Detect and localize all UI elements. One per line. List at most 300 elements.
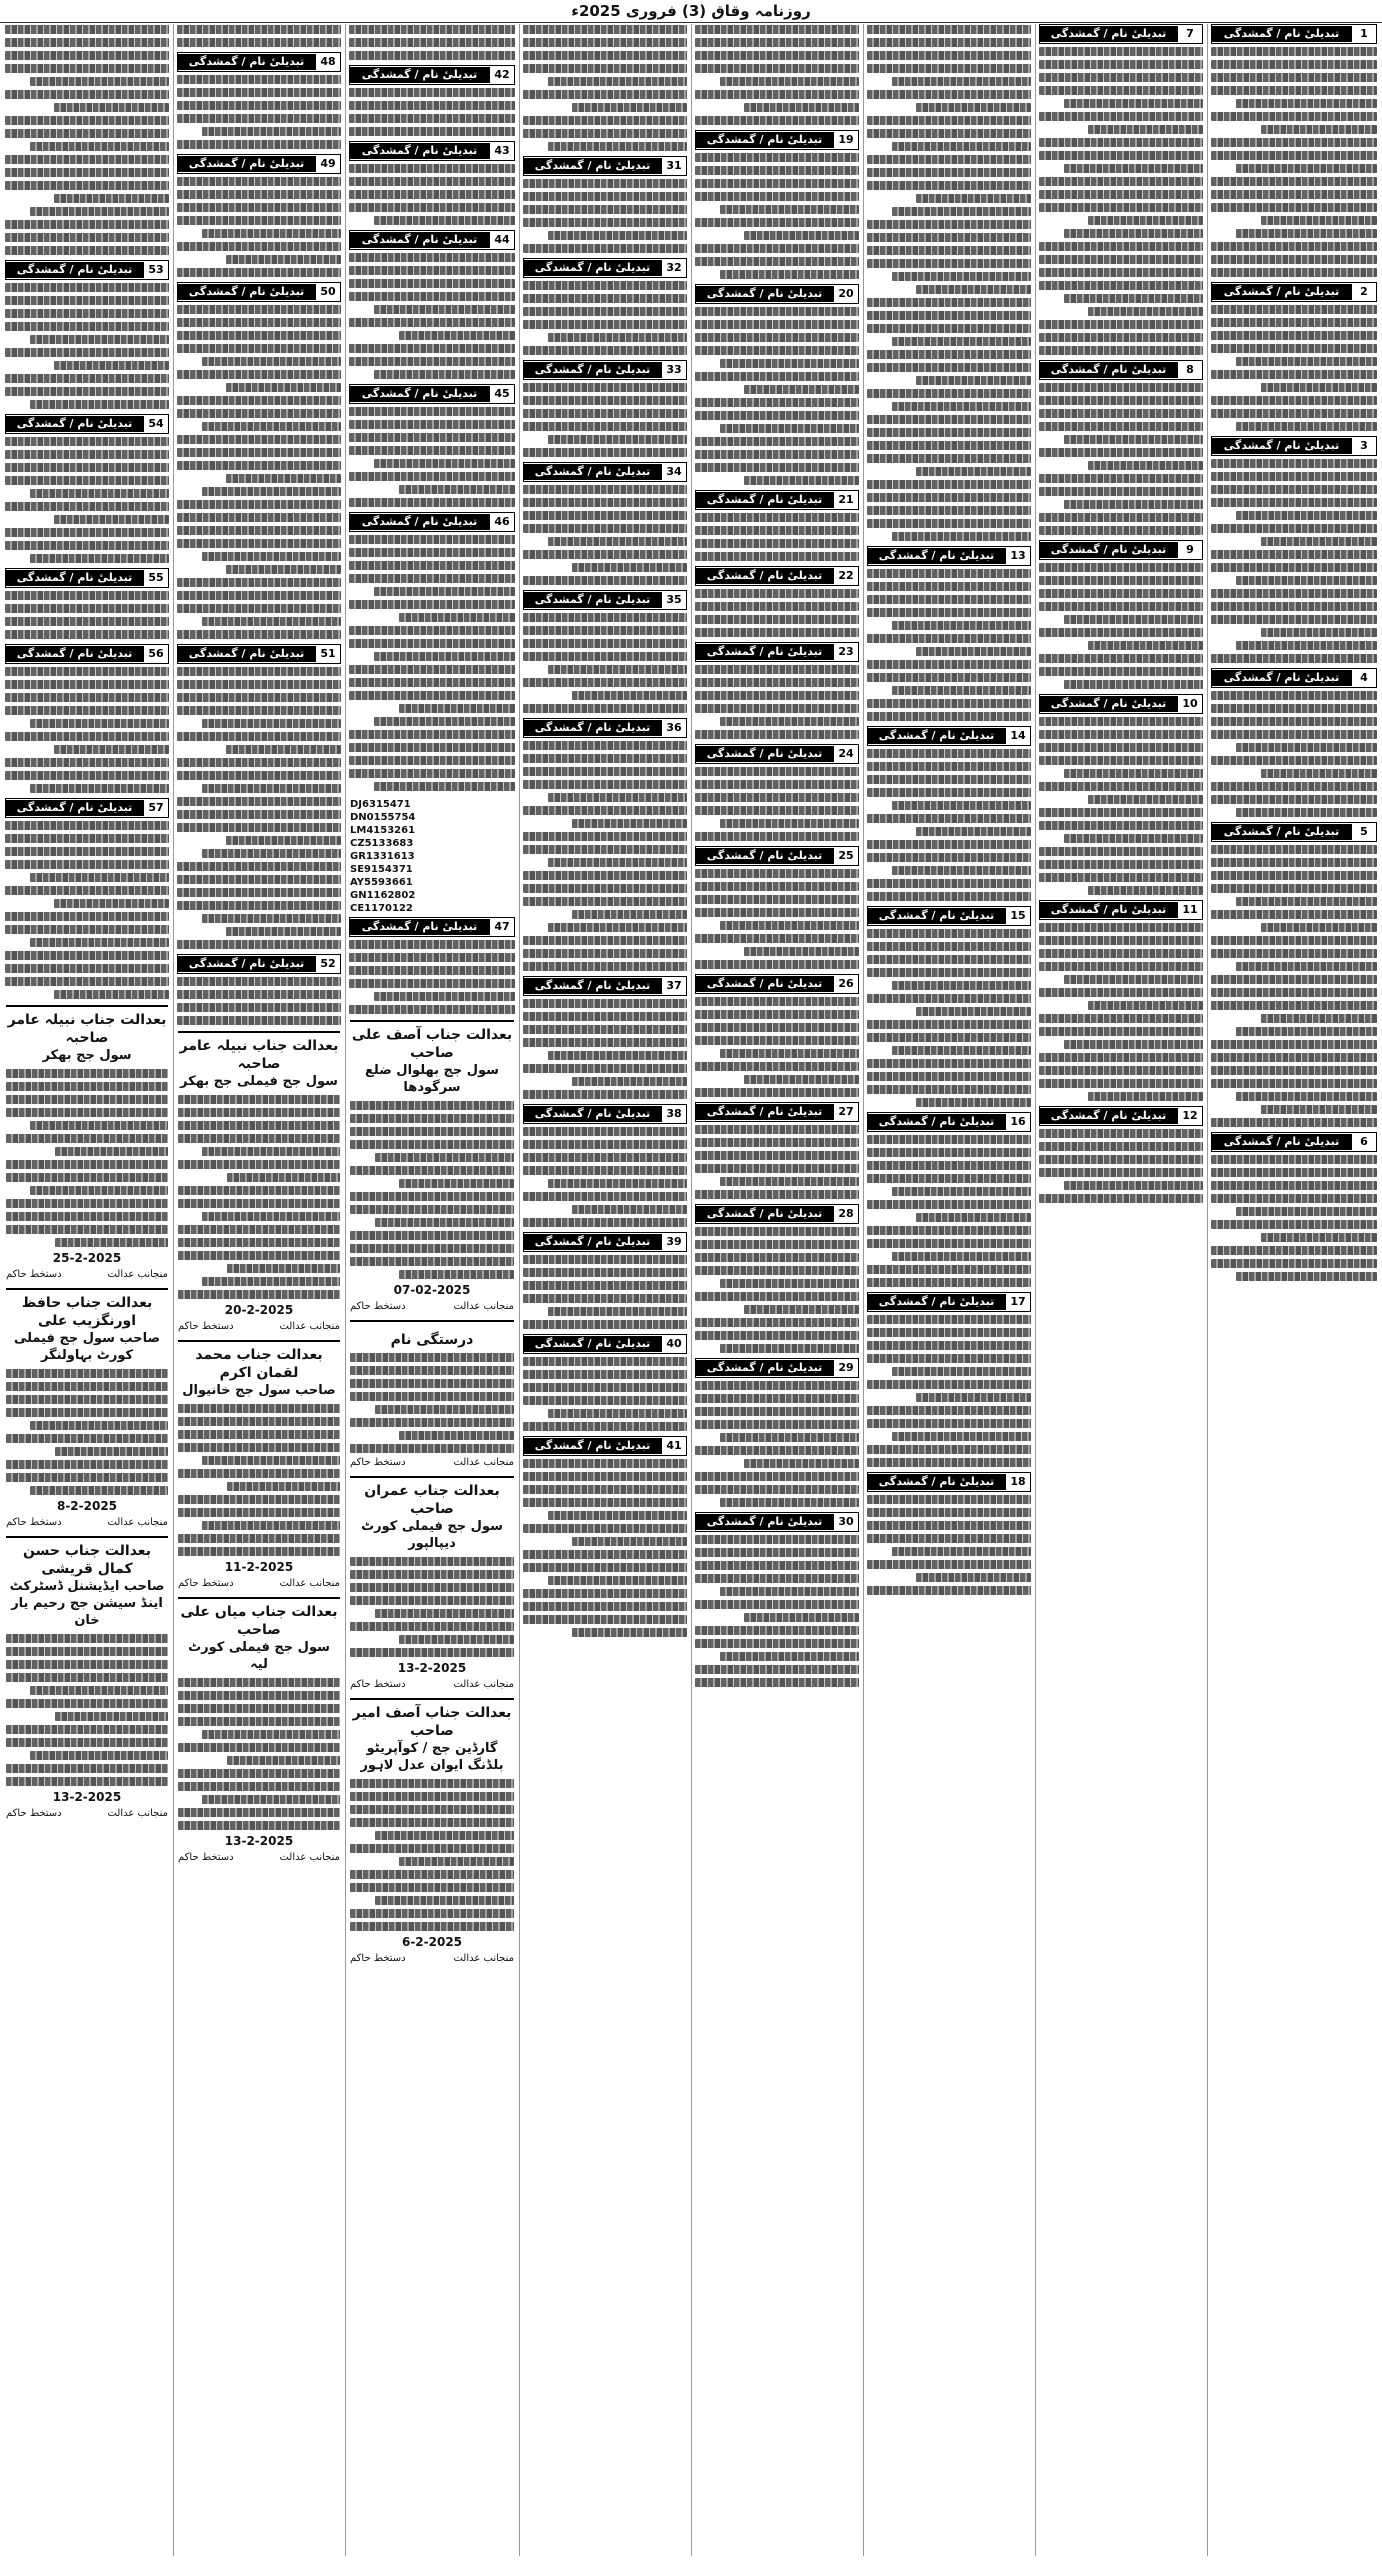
text-line	[177, 875, 341, 884]
text-line	[695, 244, 859, 253]
text-line	[523, 1255, 687, 1264]
text-line	[695, 1240, 859, 1249]
text-line	[523, 1192, 687, 1201]
text-line	[54, 103, 169, 112]
text-line	[695, 767, 859, 776]
text-line	[177, 706, 341, 715]
text-line	[177, 203, 341, 212]
text-line	[5, 322, 169, 331]
text-line	[523, 1485, 687, 1494]
notice-header	[177, 282, 341, 302]
text-line	[523, 409, 687, 418]
text-lines	[177, 24, 341, 47]
text-line	[1039, 873, 1203, 882]
text-line	[867, 168, 1031, 177]
text-line	[548, 1511, 687, 1520]
text-lines	[867, 1134, 1031, 1287]
text-line	[695, 1561, 859, 1570]
text-line	[523, 1422, 687, 1431]
text-line	[1261, 216, 1377, 225]
notice-header	[523, 1104, 687, 1124]
court-subtitle: صاحب سول جج خانیوال	[182, 1383, 336, 1398]
text-line	[350, 1192, 514, 1201]
text-line	[1211, 756, 1377, 765]
notice-label: تبدیلیٔ نام / گمشدگی	[524, 1234, 661, 1250]
hearing-date: 11-2-2025	[224, 1560, 294, 1574]
text-line	[523, 1589, 687, 1598]
text-line	[523, 1218, 687, 1227]
text-line	[695, 1125, 859, 1134]
notice-number: 53	[143, 262, 168, 278]
notice-label: تبدیلیٔ نام / گمشدگی	[524, 158, 661, 174]
classified-notice	[5, 644, 169, 793]
text-lines	[523, 998, 687, 1099]
text-line	[744, 103, 859, 112]
text-line	[867, 660, 1031, 669]
text-line	[349, 940, 515, 949]
text-line	[744, 1305, 859, 1314]
signature-right: دستخط حاکم	[178, 1852, 234, 1863]
text-line	[695, 665, 859, 674]
text-line	[6, 1369, 168, 1378]
text-lines	[523, 382, 687, 457]
text-line	[916, 827, 1031, 836]
text-line	[227, 1482, 340, 1491]
text-line	[695, 153, 859, 162]
text-lines	[5, 590, 169, 639]
text-line	[1039, 860, 1203, 869]
text-line	[892, 801, 1031, 810]
text-line	[1211, 845, 1377, 854]
text-line	[867, 968, 1031, 977]
text-line	[177, 114, 341, 123]
notice-number: 29	[833, 1360, 858, 1376]
signature-right: دستخط حاکم	[178, 1578, 234, 1589]
passport-id-list	[346, 796, 518, 917]
text-line	[1211, 975, 1377, 984]
text-line	[695, 1472, 859, 1481]
text-line	[867, 608, 1031, 617]
text-line	[374, 652, 515, 661]
text-lines	[178, 1677, 340, 1830]
text-line	[867, 155, 1031, 164]
text-line	[695, 704, 859, 713]
text-line	[399, 613, 515, 622]
text-line	[1211, 86, 1377, 95]
text-line	[523, 936, 687, 945]
text-line	[349, 639, 515, 648]
text-line	[720, 359, 859, 368]
text-lines	[695, 152, 859, 279]
text-lines	[178, 1094, 340, 1299]
text-line	[177, 732, 341, 741]
text-line	[1261, 769, 1377, 778]
text-line	[6, 1647, 168, 1656]
text-line	[523, 832, 687, 841]
text-line	[695, 678, 859, 687]
text-line	[892, 1187, 1031, 1196]
text-line	[892, 532, 1031, 541]
text-line	[6, 1634, 168, 1643]
text-line	[867, 814, 1031, 823]
notice-label: تبدیلیٔ نام / گمشدگی	[696, 746, 833, 762]
text-line	[1236, 576, 1377, 585]
text-line	[1211, 858, 1377, 867]
text-line	[1039, 1053, 1203, 1062]
text-line	[695, 1639, 859, 1648]
text-line	[1261, 628, 1377, 637]
classified-notice	[349, 141, 515, 225]
text-line	[5, 309, 169, 318]
text-line	[695, 730, 859, 739]
text-line	[374, 782, 515, 791]
text-line	[5, 38, 169, 47]
text-line	[695, 1292, 859, 1301]
classified-notice	[695, 846, 859, 969]
text-line	[867, 1508, 1031, 1517]
notice-number: 56	[143, 646, 168, 662]
text-line	[350, 1379, 514, 1388]
notice-label: تبدیلیٔ نام / گمشدگی	[178, 284, 315, 300]
text-line	[177, 1003, 341, 1012]
classified-notice	[523, 258, 687, 355]
classified-notice	[695, 284, 859, 485]
text-line	[349, 1005, 515, 1014]
text-line	[523, 346, 687, 355]
text-line	[1211, 151, 1377, 160]
notice-header	[867, 1112, 1031, 1132]
column	[692, 24, 862, 2556]
text-line	[744, 476, 859, 485]
text-line	[1039, 255, 1203, 264]
text-line	[350, 1883, 514, 1892]
notice-number: 30	[833, 1514, 858, 1530]
text-line	[177, 771, 341, 780]
text-line	[572, 1537, 687, 1546]
text-line	[1261, 1105, 1377, 1114]
text-line	[178, 1821, 340, 1830]
text-line	[1039, 320, 1203, 329]
text-line	[720, 1587, 859, 1596]
text-lines	[177, 304, 341, 639]
text-lines	[695, 766, 859, 841]
court-subtitle: سول جج فیملی کورٹ دیپالپور	[361, 1519, 503, 1551]
text-line	[720, 1498, 859, 1507]
text-line	[548, 231, 687, 240]
text-line	[867, 762, 1031, 771]
text-line	[1211, 268, 1377, 277]
text-line	[1064, 615, 1203, 624]
text-lines	[350, 1100, 514, 1279]
notice-label: تبدیلیٔ نام / گمشدگی	[350, 143, 489, 159]
text-line	[523, 1459, 687, 1468]
text-line	[695, 1036, 859, 1045]
text-line	[523, 1153, 687, 1162]
classified-notice	[695, 130, 859, 279]
notice-label: تبدیلیٔ نام / گمشدگی	[696, 1360, 833, 1376]
text-line	[350, 1818, 514, 1827]
court-notice	[350, 1020, 514, 1312]
passport-id: CZ5133683	[350, 838, 414, 849]
text-lines	[350, 1352, 514, 1453]
text-line	[695, 1394, 859, 1403]
text-line	[6, 1764, 168, 1773]
text-line	[177, 242, 341, 251]
text-line	[178, 1443, 340, 1452]
text-lines	[695, 1124, 859, 1199]
text-line	[1211, 782, 1377, 791]
text-line	[867, 38, 1031, 47]
text-lines	[1039, 382, 1203, 535]
text-line	[178, 1108, 340, 1117]
text-line	[5, 821, 169, 830]
classified-notice	[695, 1358, 859, 1507]
text-line	[523, 1396, 687, 1405]
court-title: بعدالت جناب نبیلہ عامر صاحبہ	[7, 1012, 167, 1046]
column-rule	[1207, 24, 1208, 2556]
text-line	[1088, 125, 1203, 134]
text-line	[177, 578, 341, 587]
notice-label: تبدیلیٔ نام / گمشدگی	[178, 156, 315, 172]
text-line	[867, 1458, 1031, 1467]
notice-header	[695, 1358, 859, 1378]
notice-number: 13	[1005, 548, 1030, 564]
classified-notice	[1211, 282, 1377, 431]
text-line	[867, 1239, 1031, 1248]
text-line	[1039, 576, 1203, 585]
text-line	[5, 116, 169, 125]
text-line	[350, 1909, 514, 1918]
notice-header	[867, 546, 1031, 566]
text-line	[1211, 177, 1377, 186]
text-line	[1088, 795, 1203, 804]
notice-number: 37	[661, 978, 686, 994]
signature-left: منجانب عدالت	[279, 1321, 340, 1332]
signature-row	[350, 1457, 514, 1468]
text-line	[744, 1075, 859, 1084]
text-line	[695, 463, 859, 472]
text-line	[350, 1870, 514, 1879]
notice-header	[177, 644, 341, 664]
notice-label: تبدیلیٔ نام / گمشدگی	[696, 568, 833, 584]
text-line	[6, 1777, 168, 1786]
text-line	[399, 704, 515, 713]
passport-id: DN0155754	[350, 812, 416, 823]
classified-notice	[177, 644, 341, 949]
text-line	[5, 541, 169, 550]
text-line	[1211, 615, 1377, 624]
text-lines	[177, 666, 341, 949]
text-lines	[349, 406, 515, 507]
text-line	[867, 1315, 1031, 1324]
text-line	[54, 745, 169, 754]
text-line	[1039, 962, 1203, 971]
text-line	[523, 38, 687, 47]
text-line	[695, 997, 859, 1006]
text-line	[523, 897, 687, 906]
notice-header	[1211, 282, 1377, 302]
notice-number: 26	[833, 976, 858, 992]
passport-id: LM4153261	[350, 825, 416, 836]
text-line	[349, 691, 515, 700]
court-notice	[6, 1005, 168, 1280]
text-line	[350, 1205, 514, 1214]
text-line	[6, 1160, 168, 1169]
text-line	[867, 1380, 1031, 1389]
text-line	[523, 1294, 687, 1303]
text-line	[349, 127, 515, 136]
text-lines	[177, 176, 341, 277]
text-line	[867, 311, 1031, 320]
court-notice	[6, 1536, 168, 1819]
text-line	[178, 1691, 340, 1700]
text-line	[30, 554, 169, 563]
signature-row	[178, 1321, 340, 1332]
classified-notice	[349, 917, 515, 1014]
text-lines	[5, 820, 169, 999]
notice-header	[177, 52, 341, 72]
text-line	[177, 396, 341, 405]
text-line	[6, 1673, 168, 1682]
text-line	[178, 1430, 340, 1439]
hearing-date: 13-2-2025	[52, 1790, 122, 1804]
text-line	[572, 1628, 687, 1637]
text-line	[30, 784, 169, 793]
notice-label: تبدیلیٔ نام / گمشدگی	[524, 464, 661, 480]
text-line	[350, 1805, 514, 1814]
text-line	[892, 402, 1031, 411]
text-line	[5, 283, 169, 292]
text-line	[1211, 138, 1377, 147]
notice-number: 23	[833, 644, 858, 660]
notice-label: تبدیلیٔ نام / گمشدگی	[696, 132, 833, 148]
text-line	[5, 168, 169, 177]
notice-number: 46	[489, 514, 514, 530]
text-line	[1211, 717, 1377, 726]
notice-header	[1211, 1132, 1377, 1152]
text-line	[548, 858, 687, 867]
text-line	[178, 1534, 340, 1543]
text-line	[350, 1648, 514, 1657]
notice-header	[177, 954, 341, 974]
text-line	[6, 1212, 168, 1221]
text-line	[1064, 769, 1203, 778]
classified-notice	[695, 490, 859, 561]
text-line	[55, 1447, 168, 1456]
text-line	[695, 90, 859, 99]
text-line	[5, 964, 169, 973]
classified-notice	[177, 954, 341, 1025]
text-lines	[695, 588, 859, 637]
text-line	[1039, 1129, 1203, 1138]
text-line	[867, 389, 1031, 398]
text-line	[1039, 513, 1203, 522]
text-line	[867, 246, 1031, 255]
notice-number: 57	[143, 800, 168, 816]
text-line	[375, 1405, 514, 1414]
text-line	[1064, 164, 1203, 173]
text-line	[177, 344, 341, 353]
text-line	[399, 1270, 514, 1279]
text-line	[399, 331, 515, 340]
text-line	[349, 979, 515, 988]
hearing-date: 07-02-2025	[393, 1283, 471, 1297]
classified-notice	[1039, 540, 1203, 689]
notice-header	[695, 974, 859, 994]
text-lines	[695, 1226, 859, 1353]
classified-notice	[5, 414, 169, 563]
notice-label: تبدیلیٔ نام / گمشدگی	[696, 492, 833, 508]
notice-header	[1211, 822, 1377, 842]
notice-header	[695, 566, 859, 586]
text-line	[227, 1264, 340, 1273]
text-line	[1211, 1246, 1377, 1255]
classified-notice	[1039, 900, 1203, 1101]
text-line	[177, 500, 341, 509]
notice-number: 42	[489, 67, 514, 83]
text-line	[30, 142, 169, 151]
text-line	[695, 1023, 859, 1032]
notice-header	[5, 798, 169, 818]
text-line	[695, 307, 859, 316]
text-line	[1039, 190, 1203, 199]
text-line	[374, 459, 515, 468]
notice-header	[1211, 668, 1377, 688]
text-line	[349, 966, 515, 975]
column-rule	[1035, 24, 1036, 2556]
text-line	[1211, 485, 1377, 494]
text-line	[178, 1782, 340, 1791]
classified-notice	[695, 1512, 859, 1687]
text-line	[350, 1353, 514, 1362]
text-line	[1039, 847, 1203, 856]
text-line	[178, 1417, 340, 1426]
text-line	[350, 1583, 514, 1592]
text-line	[695, 526, 859, 535]
text-line	[523, 25, 687, 34]
text-line	[54, 361, 169, 370]
text-line	[350, 1792, 514, 1801]
text-lines	[867, 748, 1031, 901]
text-line	[1211, 654, 1377, 663]
text-line	[523, 1357, 687, 1366]
text-line	[1064, 680, 1203, 689]
text-line	[1039, 138, 1203, 147]
text-line	[695, 372, 859, 381]
text-line	[695, 552, 859, 561]
text-line	[867, 1445, 1031, 1454]
notice-number: 35	[661, 592, 686, 608]
notice-number: 33	[661, 362, 686, 378]
text-line	[1039, 268, 1203, 277]
text-line	[892, 866, 1031, 875]
hearing-date: 13-2-2025	[224, 1834, 294, 1848]
text-line	[867, 233, 1031, 242]
text-line	[695, 806, 859, 815]
text-line	[867, 298, 1031, 307]
notice-label: تبدیلیٔ نام / گمشدگی	[524, 720, 661, 736]
text-line	[695, 1331, 859, 1340]
classified-notice	[523, 462, 687, 585]
text-line	[349, 743, 515, 752]
text-line	[177, 513, 341, 522]
signature-row	[6, 1269, 168, 1280]
text-line	[1039, 602, 1203, 611]
text-line	[695, 1665, 859, 1674]
text-line	[202, 1212, 340, 1221]
text-line	[1211, 550, 1377, 559]
text-line	[867, 569, 1031, 578]
